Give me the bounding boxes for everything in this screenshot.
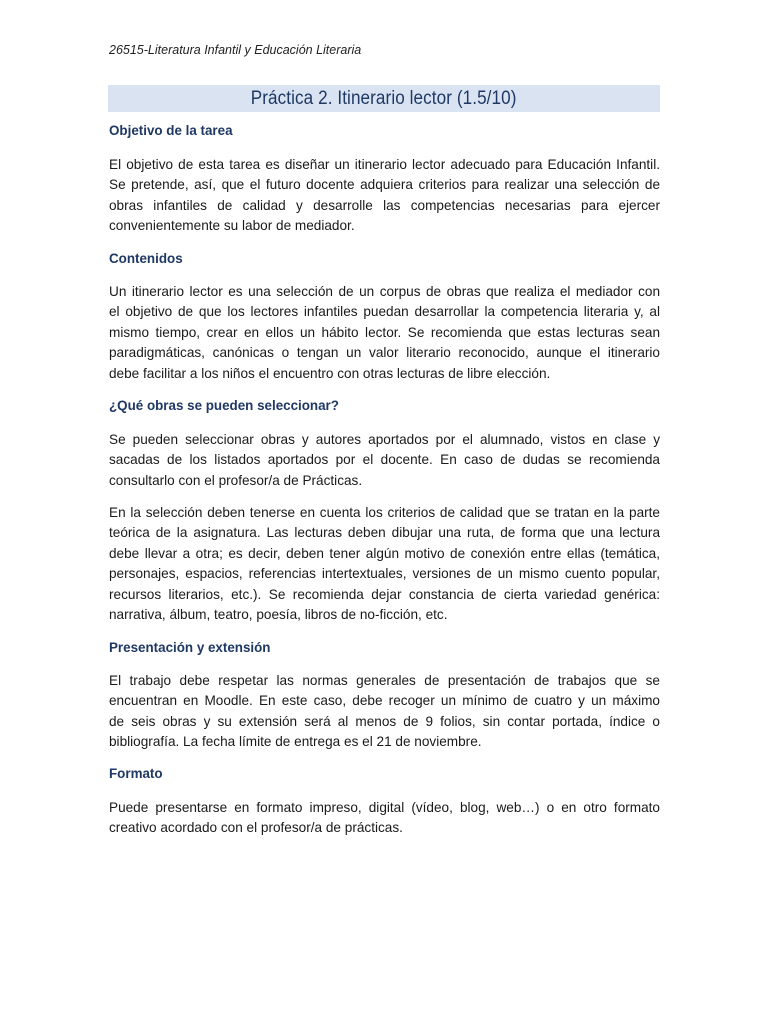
text-line: convenientemente su labor de mediador. — [109, 218, 355, 234]
text-line: obras infantiles de calidad y desarrolle las competencias necesarias para ejercer — [109, 197, 660, 213]
text-line: el objetivo de que los lectores infantiles puedan desarrollar la competencia literaria y, al — [109, 304, 660, 320]
running-header: 26515-Literatura Infantil y Educación Literaria — [109, 43, 362, 57]
text-line: personajes, espacios, referencias intertextuales, versiones de un mismo cuento popular, — [109, 566, 660, 582]
text-line: sacadas de los listados aportados por el docente. En caso de dudas se recomienda — [109, 452, 660, 468]
section-heading-presentacion: Presentación y extensión — [109, 640, 271, 655]
paragraph-formato — [109, 798, 660, 839]
section-heading-formato: Formato — [109, 766, 163, 781]
section-heading-contenidos: Contenidos — [109, 251, 183, 266]
paragraph-presentacion — [109, 671, 660, 753]
text-line: consultarlo con el profesor/a de Prácticas. — [109, 472, 363, 488]
text-line: El objetivo de esta tarea es diseñar un itinerario lector adecuado para Educación Infantil. — [109, 157, 660, 172]
paragraph-que-obras-1 — [109, 430, 660, 491]
text-line: narrativa, álbum, teatro, poesía, libros de no-ficción, etc. — [109, 607, 448, 623]
text-line: Se pueden seleccionar obras y autores aportados por el alumnado, vistos en clase y — [109, 432, 660, 447]
text-line: El trabajo debe respetar las normas generales de presentación de trabajos que se — [109, 673, 660, 688]
document-title: Práctica 2. Itinerario lector (1.5/10) — [251, 87, 517, 109]
paragraph-objetivo — [109, 155, 660, 237]
text-line: Se pretende, así, que el futuro docente adquiera criterios para realizar una selección de — [109, 177, 660, 193]
paragraph-que-obras-2 — [109, 503, 660, 625]
section-heading-que-obras: ¿Qué obras se pueden seleccionar? — [109, 398, 339, 413]
text-line: bibliografía. La fecha límite de entrega es el 21 de noviembre. — [109, 734, 482, 750]
text-line: Un itinerario lector es una selección de un corpus de obras que realiza el mediador con — [109, 284, 660, 299]
text-line: teórica de la asignatura. Las lecturas deben dibujar una ruta, de forma que una lectura — [109, 525, 660, 541]
paragraph-contenidos — [109, 282, 660, 384]
title-bar — [108, 85, 660, 112]
text-line: encuentran en Moodle. En este caso, debe recoger un mínimo de cuatro y un máximo — [109, 693, 660, 709]
text-line: mismo tiempo, crear en ellos un hábito lector. Se recomienda que estas lecturas sean — [109, 324, 660, 340]
text-line: debe llevar a otra; es decir, deben tener algún motivo de conexión entre ellas (temática, — [109, 545, 660, 561]
text-line: paradigmáticas, canónicas o tengan un valor literario reconocido, aunque el itinerario — [109, 345, 660, 361]
section-heading-objetivo: Objetivo de la tarea — [109, 123, 233, 138]
text-line: creativo acordado con el profesor/a de prácticas. — [109, 820, 403, 836]
text-line: Puede presentarse en formato impreso, digital (vídeo, blog, web…) o en otro formato — [109, 800, 660, 815]
text-line: recursos literarios, etc.). Se recomienda dejar constancia de cierta variedad genérica: — [109, 586, 660, 602]
text-line: de seis obras y su extensión será al menos de 9 folios, sin contar portada, índice o — [109, 713, 660, 729]
text-line: debe facilitar a los niños el encuentro con otras lecturas de libre elección. — [109, 365, 551, 381]
text-line: En la selección deben tenerse en cuenta los criterios de calidad que se tratan en la parte — [109, 505, 660, 520]
